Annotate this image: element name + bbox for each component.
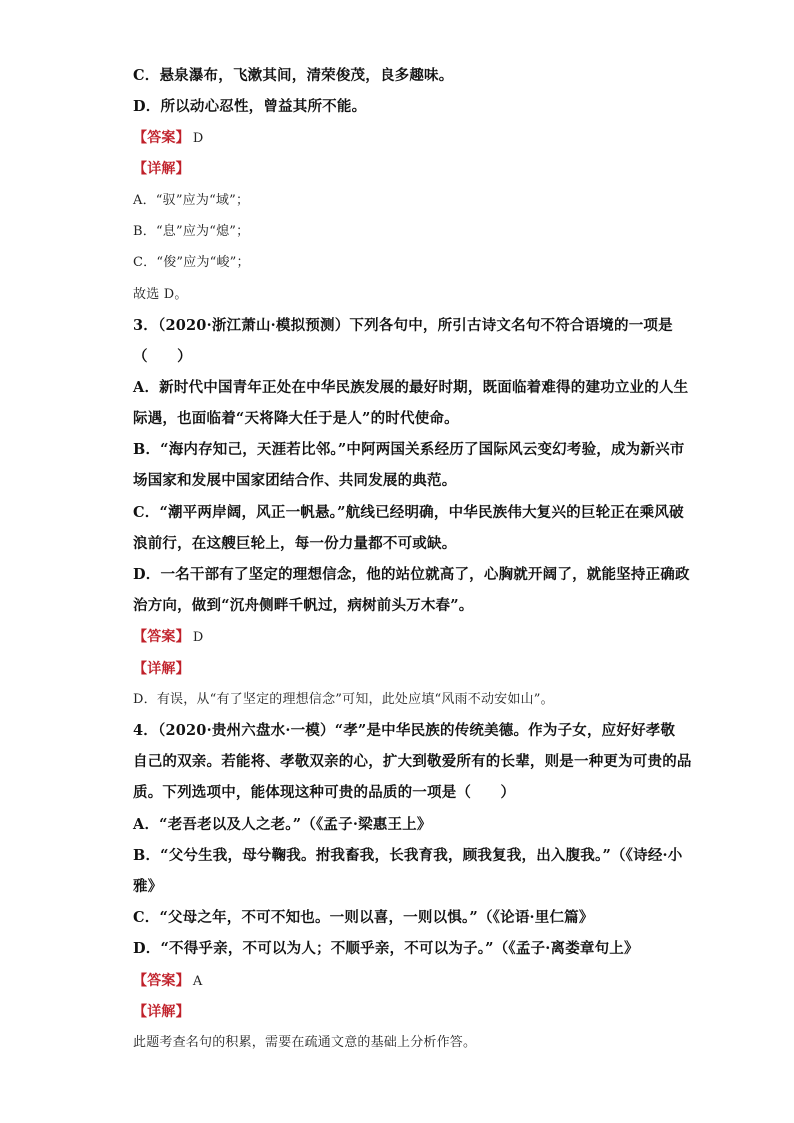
answer-value: D — [192, 630, 204, 645]
option-a-q3: A．新时代中国青年正处在中华民族发展的最好时期，既面临着难得的建功立业的人生 — [133, 379, 689, 396]
option-b-q4: B．“父兮生我，母兮鞠我。拊我畜我，长我育我，顾我复我，出入腹我。”（《诗经·小 — [133, 847, 683, 864]
explanation-text: B．“息”应为“熄”； — [133, 224, 250, 239]
option-d-q4: D．“不得乎亲，不可以为人；不顺乎亲，不可以为子。”（《孟子·离娄章句上》 — [133, 940, 639, 957]
option-c-q3: C．“潮平两岸阔，风正一帆悬。”航线已经明确，中华民族伟大复兴的巨轮正在乘风破 — [133, 504, 684, 521]
answer-label: 【答案】 — [133, 973, 190, 989]
explanation-label: 【详解】 — [133, 161, 190, 177]
answer-row-q2 — [133, 128, 203, 149]
option-c-q4: C．“父母之年，不可不知也。一则以喜，一则以惧。”（《论语·里仁篇》 — [133, 909, 594, 926]
answer-value: D — [192, 131, 204, 146]
explanation-text: 故选 D。 — [133, 287, 188, 302]
question-3-bracket: （ ） — [133, 348, 192, 365]
answer-row-q3 — [133, 627, 203, 648]
option-b-q4-cont: 雅》 — [133, 878, 163, 895]
explanation-row-q2 — [133, 159, 190, 179]
answer-label: 【答案】 — [133, 130, 190, 146]
option-c-q2: C．悬泉瀑布，飞漱其间，清荣俊茂，良多趣味。 — [133, 67, 454, 84]
explanation-text: 此题考查名句的积累，需要在疏通文意的基础上分析作答。 — [133, 1035, 477, 1050]
question-4-stem-cont: 自己的双亲。若能将、孝敬双亲的心，扩大到敬爱所有的长辈，则是一种更为可贵的品 — [133, 753, 692, 770]
question-4-stem-cont: 质。下列选项中，能体现这种可贵的品质的一项是（ ） — [133, 784, 516, 801]
question-4-stem: 4．（2020·贵州六盘水·一模）“孝”是中华民族的传统美德。作为子女，应好好孝敬 — [133, 722, 676, 739]
option-d-q2: D．所以动心忍性，曾益其所不能。 — [133, 98, 367, 115]
option-b-q3: B．“海内存知己，天涯若比邻。”中阿两国关系经历了国际风云变幻考验，成为新兴市 — [133, 441, 685, 458]
question-3-stem: 3．（2020·浙江萧山·模拟预测）下列各句中，所引古诗文名句不符合语境的一项是 — [133, 317, 673, 334]
explanation-label: 【详解】 — [133, 1004, 190, 1020]
explanation-label: 【详解】 — [133, 661, 190, 677]
answer-value: A — [192, 974, 203, 989]
explanation-row-q3 — [133, 659, 190, 679]
option-b-q3-cont: 场国家和发展中国家团结合作、共同发展的典范。 — [133, 472, 457, 489]
option-a-q4: A．“老吾老以及人之老。”（《孟子·梁惠王上》 — [133, 816, 432, 833]
option-d-q3: D．一名干部有了坚定的理想信念，他的站位就高了，心胸就开阔了，就能坚持正确政 — [133, 566, 690, 583]
explanation-row-q4 — [133, 1002, 190, 1022]
option-a-q3-cont: 际遇，也面临着“天将降大任于是人”的时代使命。 — [133, 410, 459, 427]
explanation-text: D．有误，从“有了坚定的理想信念”可知，此处应填“风雨不动安如山”。 — [133, 692, 554, 707]
option-c-q3-cont: 浪前行，在这艘巨轮上，每一份力量都不可或缺。 — [133, 535, 457, 552]
answer-label: 【答案】 — [133, 629, 190, 645]
answer-row-q4 — [133, 971, 202, 992]
explanation-text: A．“驭”应为“域”； — [133, 193, 250, 208]
explanation-text: C．“俊”应为“峻”； — [133, 255, 250, 270]
option-d-q3-cont: 治方向，做到“沉舟侧畔千帆过，病树前头万木春”。 — [133, 597, 474, 614]
